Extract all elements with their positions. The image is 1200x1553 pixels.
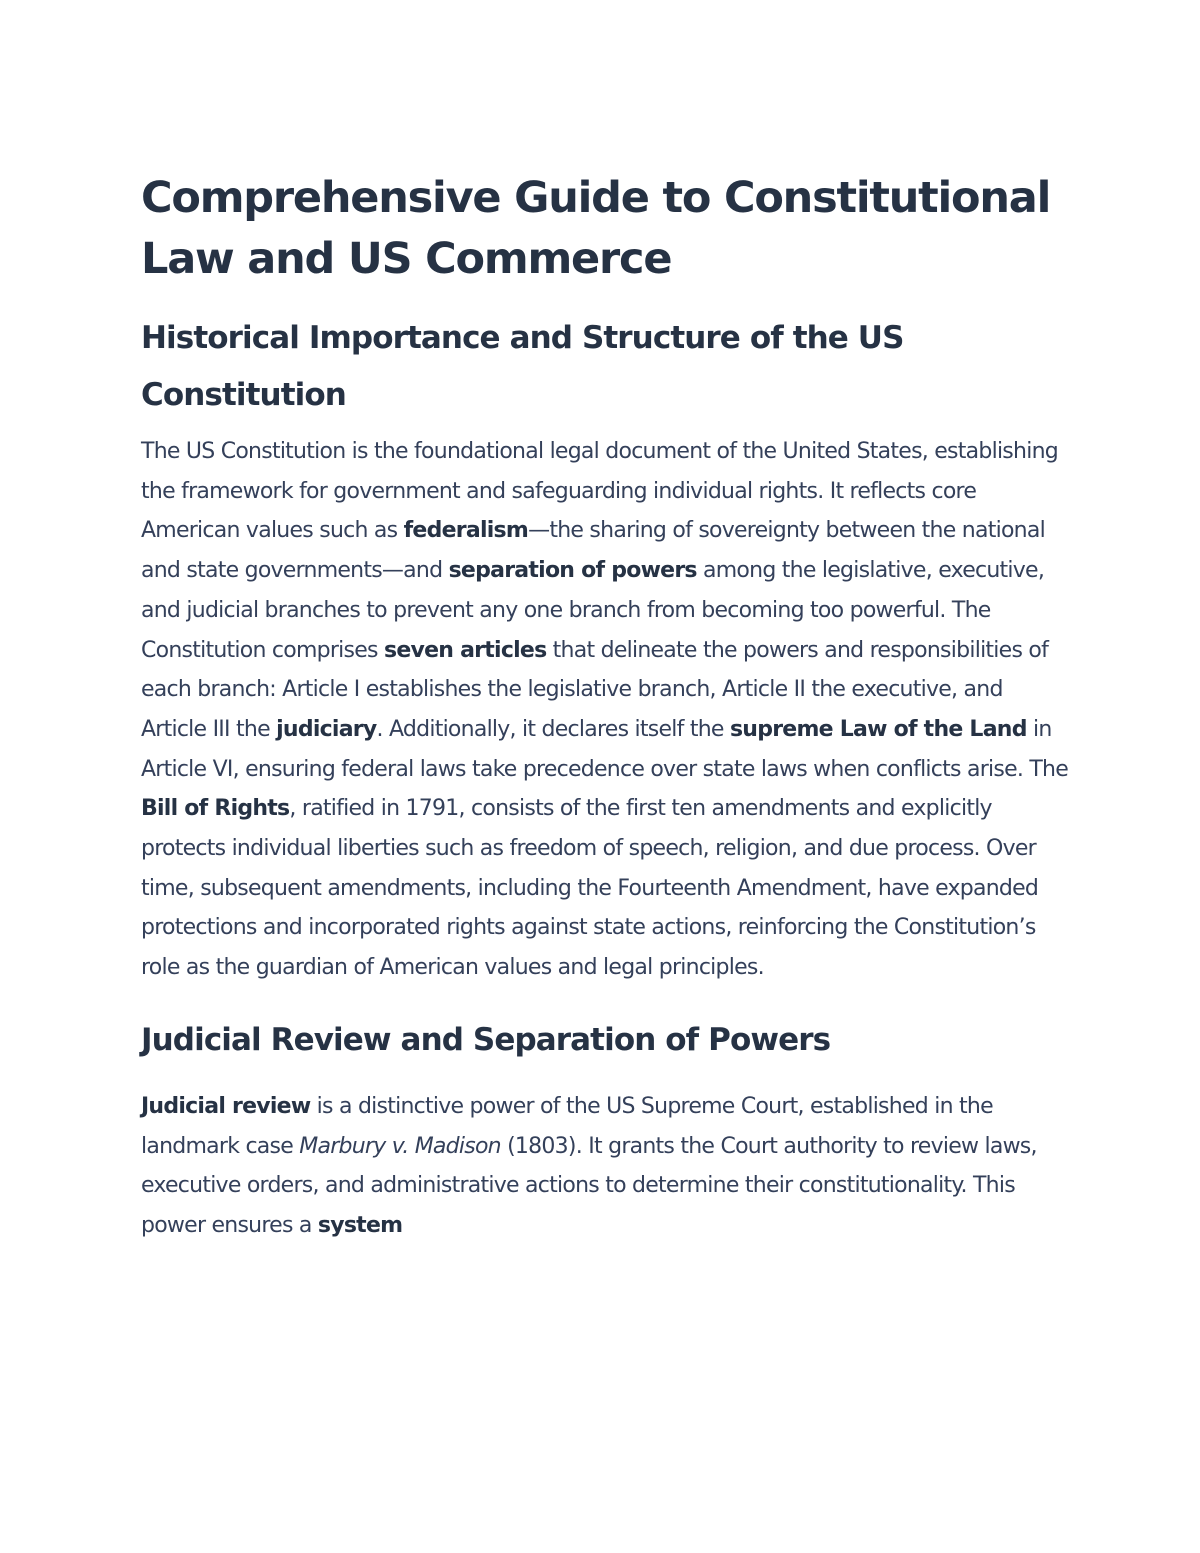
document-title: Comprehensive Guide to Constitutional Law and US Commerce (141, 173, 1051, 284)
section-heading-judicial-review: Judicial Review and Separation of Powers (141, 1021, 831, 1058)
italic-case-name: Marbury v. Madison (299, 1133, 501, 1159)
text-run: is a distinctive power of the US Supreme Court, established in the landmark case (141, 1093, 993, 1159)
bold-term-separation-of-powers: separation of powers (448, 558, 697, 584)
text-run: that delineate the powers and responsibilities of each branch: Article I establishes the legislative branch, Article II the executive, and Article III the (141, 637, 1049, 742)
document-page (141, 168, 1071, 1246)
text-run: . Additionally, it declares itself the (376, 716, 730, 742)
bold-term-supreme-law: supreme Law of the Land (729, 716, 1027, 742)
text-run: (1803). It grants the Court authority to review laws, executive orders, and administrative actions to determine their constitutionality. This power ensures a (141, 1133, 1037, 1238)
section-heading-constitution: Historical Importance and Structure of the US Constitution (141, 320, 904, 413)
bold-term-judicial-review: Judicial review (141, 1093, 311, 1119)
bold-term-seven-articles: seven articles (383, 637, 547, 663)
bold-term-system: system (317, 1212, 403, 1238)
section-paragraph-judicial-review (141, 1087, 1071, 1246)
bold-term-federalism: federalism (403, 518, 529, 544)
text-run: in Article VI, ensuring federal laws take precedence over state laws when conflicts arise. The (141, 716, 1069, 782)
text-run: , ratified in 1791, consists of the first ten amendments and explicitly protects individual liberties such as freedom of speech, religion, and due process. Over time, subsequent amendments, including the Fourteenth Amendment, have expanded protections and incorporated rights against state actions, reinforcing the Constitution’s role as the guardian of American values and legal principles. (141, 796, 1039, 981)
text-run: The US Constitution is the foundational legal document of the United States, establishing the framework for government and safeguarding individual rights. It reflects core American values such as (141, 439, 1058, 544)
section-paragraph-constitution (141, 432, 1071, 988)
bold-term-bill-of-rights: Bill of Rights (141, 796, 290, 822)
text-run: —the sharing of sovereignty between the national and state governments—and (141, 518, 1045, 584)
bold-term-judiciary: judiciary (276, 716, 377, 742)
text-run: among the legislative, executive, and judicial branches to prevent any one branch from becoming too powerful. The Constitution comprises (141, 558, 1045, 663)
